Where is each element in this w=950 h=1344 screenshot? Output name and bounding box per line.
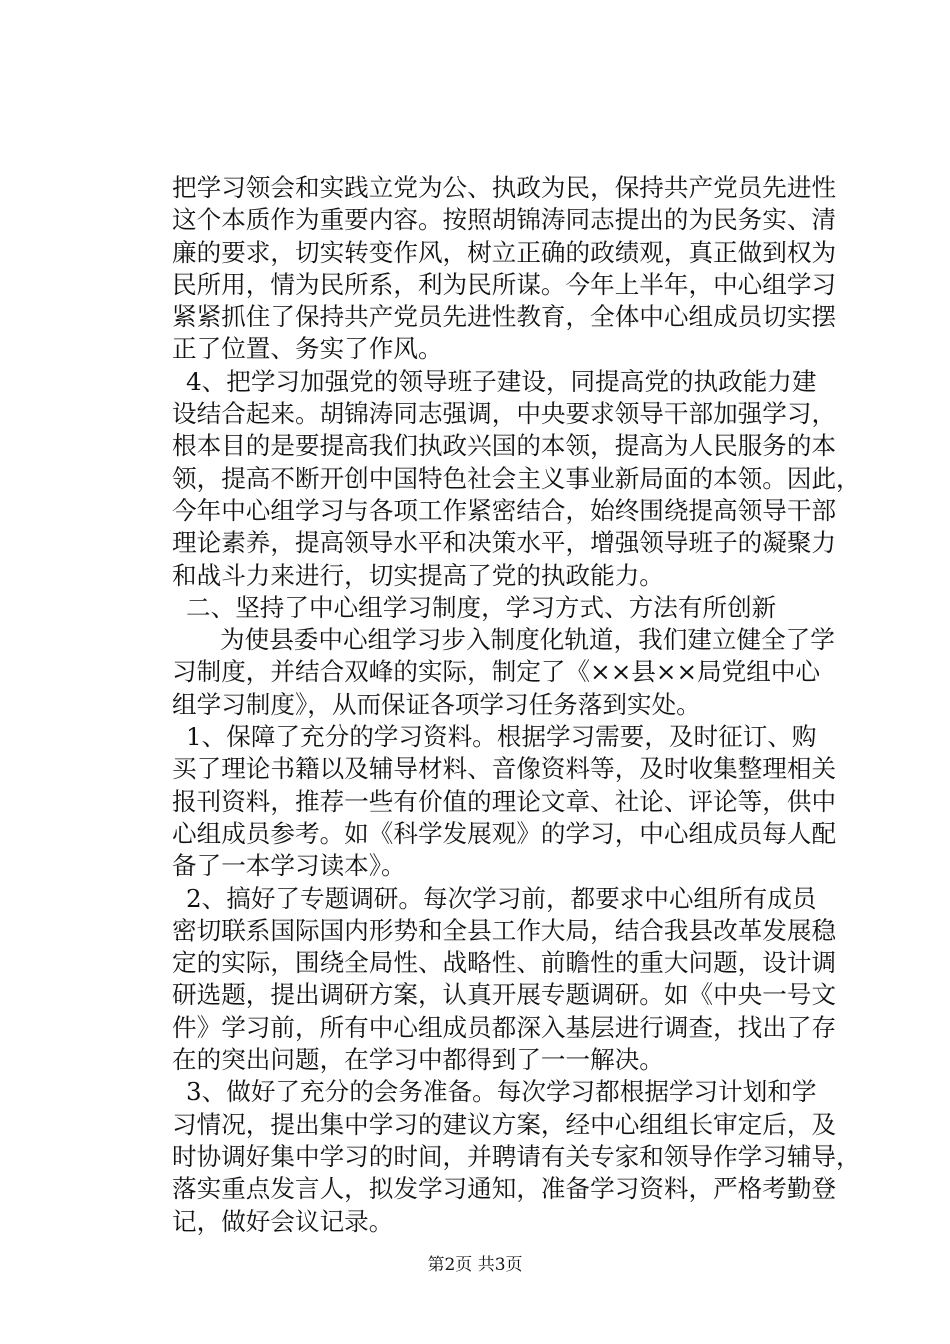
text-line: 组学习制度》，从而保证各项学习任务落到实处。 xyxy=(172,689,701,719)
text-line: 报刊资料，推荐一些有价值的理论文章、社论、评论等，供中 xyxy=(172,786,837,816)
page-footer: 第2页 共3页 xyxy=(427,1255,523,1275)
text-line: 1、保障了充分的学习资料。根据学习需要，及时征订、购 xyxy=(186,722,817,752)
text-line: 二、坚持了中心组学习制度，学习方式、方法有所创新 xyxy=(186,592,777,622)
text-line: 备了一本学习读本》。 xyxy=(172,851,406,881)
text-line: 习制度，并结合双峰的实际，制定了《××县××局党组中心 xyxy=(172,657,821,687)
text-line: 研选题，提出调研方案，认真开展专题调研。如《中央一号文 xyxy=(172,980,837,1010)
text-line: 落实重点发言人，拟发学习通知，准备学习资料，严格考勤登 xyxy=(172,1174,837,1204)
text-line: 把学习领会和实践立党为公、执政为民，保持共产党员先进性 xyxy=(172,173,837,202)
text-line: 定的实际，围绕全局性、战略性、前瞻性的重大问题，设计调 xyxy=(172,948,837,978)
text-line: 件》学习前，所有中心组成员都深入基层进行调查，找出了存 xyxy=(172,1012,837,1042)
document-body xyxy=(172,172,861,1238)
text-line: 在的突出问题，在学习中都得到了一一解决。 xyxy=(172,1045,664,1075)
text-line: 习情况，提出集中学习的建议方案，经中心组组长审定后，及 xyxy=(172,1109,837,1139)
text-line: 今年中心组学习与各项工作紧密结合，始终围绕提高领导干部 xyxy=(172,495,837,525)
text-line: 正了位置、务实了作风。 xyxy=(172,334,443,364)
text-line: 廉的要求，切实转变作风，树立正确的政绩观，真正做到权为 xyxy=(172,237,837,267)
text-line: 和战斗力来进行，切实提高了党的执政能力。 xyxy=(172,560,664,590)
text-line: 记，做好会议记录。 xyxy=(172,1206,394,1236)
text-line: 4、把学习加强党的领导班子建设，同提高党的执政能力建 xyxy=(186,366,817,396)
text-line: 为使县委中心组学习步入制度化轨道，我们建立健全了学 xyxy=(220,625,835,655)
text-line: 买了理论书籍以及辅导材料、音像资料等，及时收集整理相关 xyxy=(172,754,837,784)
text-line: 心组成员参考。如《科学发展观》的学习，中心组成员每人配 xyxy=(172,818,837,848)
text-line: 密切联系国际国内形势和全县工作大局，结合我县改革发展稳 xyxy=(172,915,837,945)
text-line: 根本目的是要提高我们执政兴国的本领，提高为人民服务的本 xyxy=(172,431,837,461)
text-line: 紧紧抓住了保持共产党员先进性教育，全体中心组成员切实摆 xyxy=(172,302,837,332)
text-line: 理论素养，提高领导水平和决策水平，增强领导班子的凝聚力 xyxy=(172,528,837,558)
text-line: 领，提高不断开创中国特色社会主义事业新局面的本领。因此， xyxy=(172,463,861,493)
text-line: 设结合起来。胡锦涛同志强调，中央要求领导干部加强学习， xyxy=(172,399,837,429)
text-line: 时协调好集中学习的时间，并聘请有关专家和领导作学习辅导， xyxy=(172,1141,861,1171)
text-line: 2、搞好了专题调研。每次学习前，都要求中心组所有成员 xyxy=(186,883,817,913)
text-line: 3、做好了充分的会务准备。每次学习都根据学习计划和学 xyxy=(186,1077,817,1107)
text-line: 这个本质作为重要内容。按照胡锦涛同志提出的为民务实、清 xyxy=(172,205,837,235)
text-line: 民所用，情为民所系，利为民所谋。今年上半年，中心组学习 xyxy=(172,269,837,299)
